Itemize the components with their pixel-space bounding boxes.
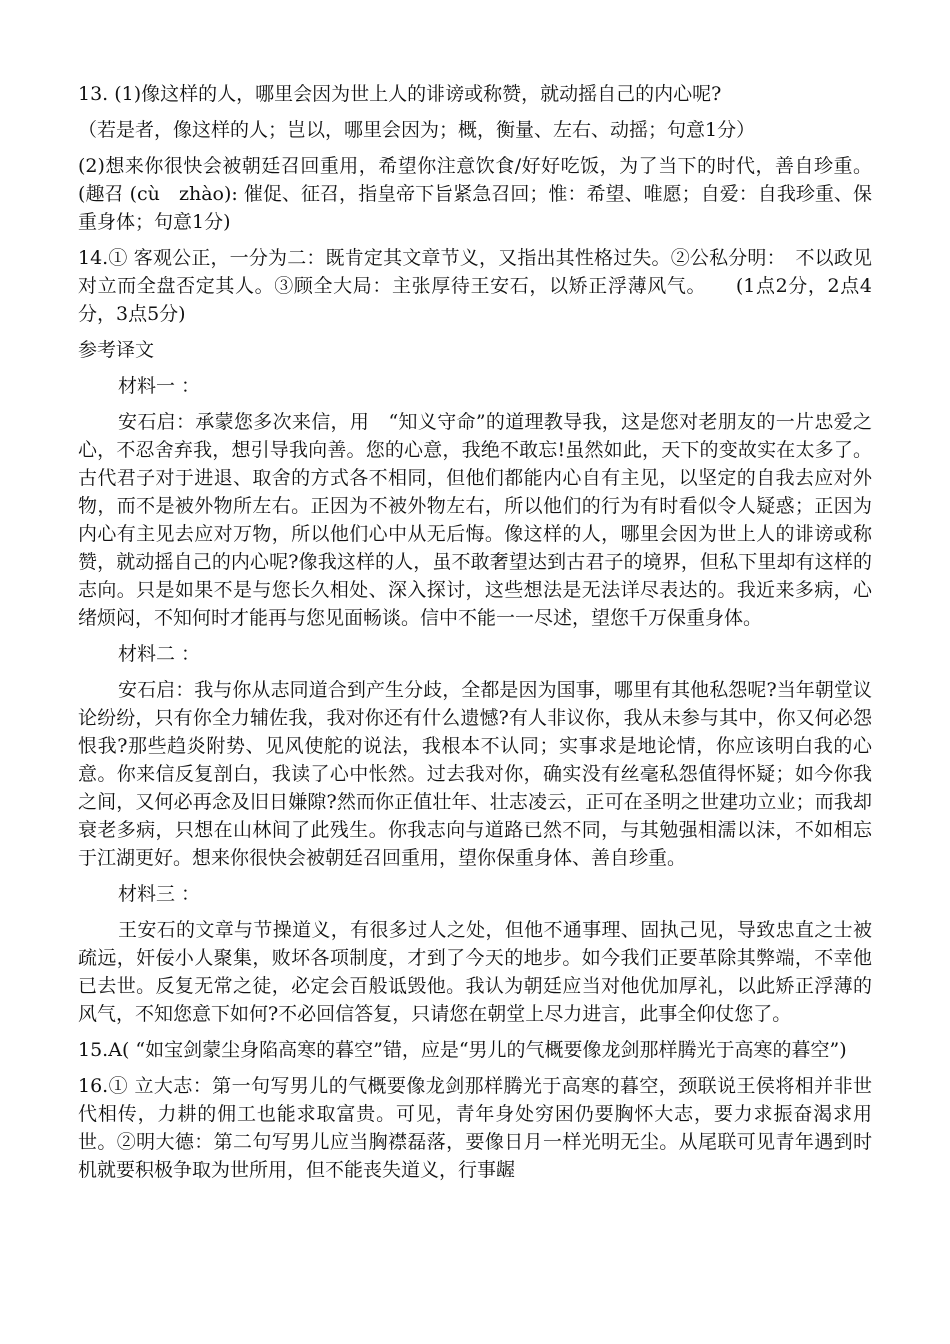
translation-heading: 参考译文	[78, 339, 155, 361]
answer-15: 15.A( “如宝剑蒙尘身陷高寒的暮空”错，应是“男儿的气概要像龙剑那样腾光于高寒的暮空”)	[78, 1039, 847, 1061]
material-1-label: 材料一 ：	[118, 375, 201, 397]
material-2-text: 安石启：我与你从志同道合到产生分歧，全都是因为国事，哪里有其他私怨呢?当年朝堂议论纷纷，只有你全力辅佐我，我对你还有什么遗憾?有人非议你，我从未参与其中，你又何必怨恨我?那些趋炎附势、见风使舵的说法，我根本不认同；实事求是地论情，你应该明白我的心意。你来信反复剖白，我读了心中怅然。过去我对你，确实没有丝毫私怨值得怀疑；如今你我之间，又何必再念及旧日嫌隙?然而你正值壮年、壮志凌云，正可在圣明之世建功立业；而我却衰老多病，只想在山林间了此残生。你我志向与道路已然不同，与其勉强相濡以沫，不如相忘于江湖更好。想来你很快会被朝廷召回重用，望你保重身体、善自珍重。	[78, 679, 872, 869]
material-1-text: 安石启：承蒙您多次来信，用 “知义守命”的道理教导我，这是您对老朋友的一片忠爱之心，不忍舍弃我，想引导我向善。您的心意，我绝不敢忘!虽然如此，天下的变故实在太多了。古代君子对于进退、取舍的方式各不相同，但他们都能内心自有主见，以坚定的自我去应对外物，而不是被外物所左右。正因为不被外物左右，所以他们的行为有时看似令人疑惑；正因为内心有主见去应对万物，所以他们心中从无后悔。像这样的人，哪里会因为世上人的诽谤或称赞，就动摇自己的内心呢?像我这样的人，虽不敢奢望达到古君子的境界，但私下里却有这样的志向。只是如果不是与您长久相处、深入探讨，这些想法是无法详尽表达的。我近来多病，心绪烦闷，不知何时才能再与您见面畅谈。信中不能一一尽述，望您千万保重身体。	[78, 411, 872, 629]
material-2-label: 材料二 ：	[118, 643, 201, 665]
answer-14: 14.① 客观公正，一分为二：既肯定其文章节义，又指出其性格过失。②公私分明： 不以政见对立而全盘否定其人。③顾全大局：主张厚待王安石，以矫正浮薄风气。 (1点2分，2点4分，3点5分)	[78, 247, 872, 325]
material-3-text: 王安石的文章与节操道义，有很多过人之处，但他不通事理、固执己见，导致忠直之士被疏远，奸佞小人聚集，败坏各项制度，才到了今天的地步。如今我们正要革除其弊端，不幸他已去世。反复无常之徒，必定会百般诋毁他。我认为朝廷应当对他优加厚礼，以此矫正浮薄的风气，不知您意下如何?不必回信答复，只请您在朝堂上尽力进言，此事全仰仗您了。	[78, 919, 872, 1025]
answer-13-part2: (2)想来你很快会被朝廷召回重用，希望你注意饮食/好好吃饭，为了当下的时代，善自珍重。(趣召 (cù zhào): 催促、征召，指皇帝下旨紧急召回；惟：希望、唯愿；自爱：自我珍重、保重身体；句意1分)	[78, 155, 872, 233]
material-3-label: 材料三 ：	[118, 883, 201, 905]
answer-13-note1: （若是者，像这样的人；岂以，哪里会因为；概，衡量、左右、动摇；句意1分）	[78, 119, 756, 141]
answer-13-part1: 13. (1)像这样的人，哪里会因为世上人的诽谤或称赞，就动摇自己的内心呢?	[78, 83, 722, 105]
answer-16: 16.① 立大志：第一句写男儿的气概要像龙剑那样腾光于高寒的暮空，颈联说王侯将相并非世代相传，力耕的佣工也能求取富贵。可见，青年身处穷困仍要胸怀大志，要力求振奋渴求用世。②明大德：第二句写男儿应当胸襟磊落，要像日月一样光明无尘。从尾联可见青年遇到时机就要积极争取为世所用，但不能丧失道义，行事龌	[78, 1075, 872, 1181]
